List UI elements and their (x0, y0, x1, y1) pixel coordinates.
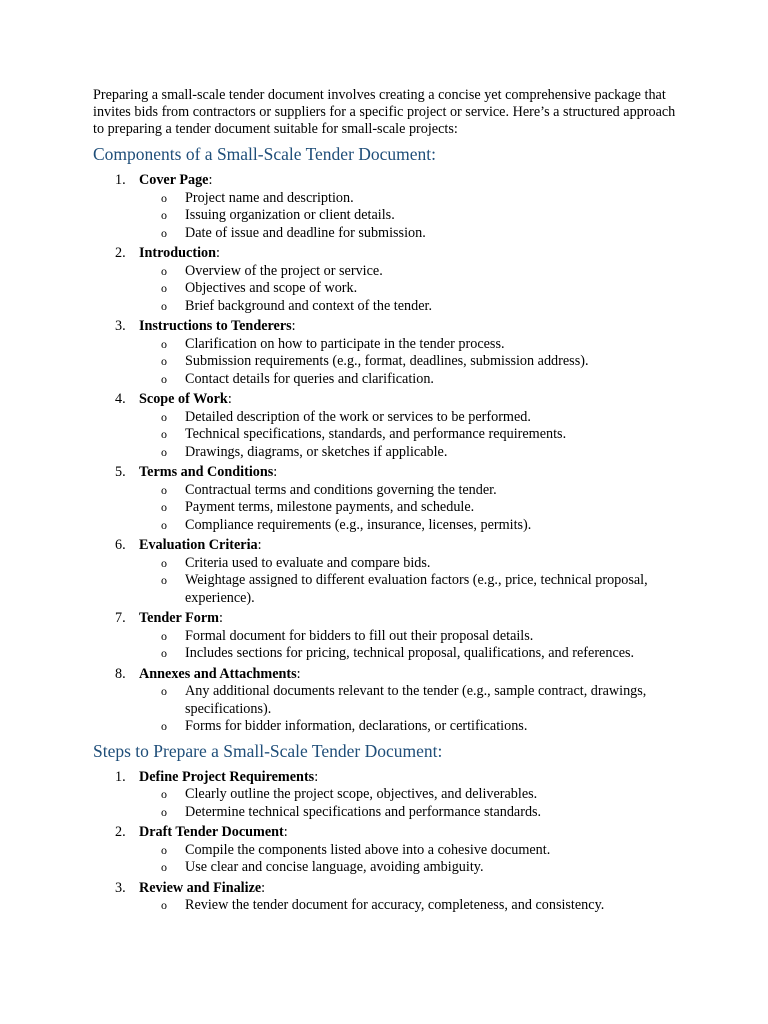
circle-bullet-icon: o (161, 354, 167, 368)
circle-bullet-icon: o (161, 555, 167, 570)
sub-list-item (139, 190, 683, 208)
item-colon: : (227, 391, 232, 407)
circle-bullet-icon: o (161, 898, 167, 912)
sub-item-text: Clearly outline the project scope, objectives, and deliverables. (185, 786, 538, 802)
circle-bullet-icon: o (161, 842, 167, 857)
sub-item-text: Contact details for queries and clarification. (185, 370, 434, 387)
components-heading: Components of a Small-Scale Tender Document: (93, 144, 437, 164)
list-item (93, 464, 683, 534)
item-title: Review and Finalize (139, 879, 262, 896)
item-colon: : (257, 537, 262, 553)
sub-list-item (139, 859, 683, 877)
components-list (93, 172, 683, 736)
list-item (93, 318, 683, 388)
intro-paragraph: Preparing a small-scale tender document involves creating a concise yet comprehensive package that invites bids from contractors or suppliers for a specific project or service. Here’s a structured approach to preparing a tender document suitable for small-scale projects: (93, 87, 676, 137)
sub-list-item (139, 572, 683, 607)
sub-item-text: Contractual terms and conditions governing the tender. (185, 481, 497, 498)
sub-item-text: Any additional documents relevant to the tender (e.g., sample contract, drawings, specifications). (185, 683, 647, 717)
circle-bullet-icon: o (161, 628, 167, 643)
item-number: 3. (115, 318, 126, 334)
circle-bullet-icon: o (161, 208, 167, 222)
sub-item-text: Use clear and concise language, avoiding ambiguity. (185, 859, 484, 875)
sub-list-item (139, 517, 683, 535)
item-colon: : (291, 318, 296, 334)
sub-item-text: Drawings, diagrams, or sketches if applicable. (185, 443, 448, 460)
circle-bullet-icon: o (161, 190, 167, 205)
circle-bullet-icon: o (161, 371, 167, 386)
sub-item-text: Detailed description of the work or services to be performed. (185, 408, 531, 425)
sub-item-text: Criteria used to evaluate and compare bids. (185, 554, 431, 571)
sub-list-item (139, 336, 683, 354)
list-item (93, 666, 683, 736)
circle-bullet-icon: o (161, 787, 167, 801)
item-colon: : (208, 172, 213, 188)
list-item (93, 391, 683, 461)
sub-list (139, 628, 683, 663)
sub-list (139, 409, 683, 462)
circle-bullet-icon: o (161, 444, 167, 459)
sub-list-item (139, 683, 683, 718)
sub-list (139, 897, 683, 915)
sub-item-text: Determine technical specifications and performance standards. (185, 803, 542, 820)
circle-bullet-icon: o (161, 573, 167, 587)
circle-bullet-icon: o (161, 298, 167, 313)
item-colon: : (314, 768, 319, 785)
item-title: Evaluation Criteria (139, 537, 258, 553)
item-number: 1. (115, 172, 126, 188)
sub-list-item (139, 371, 683, 389)
circle-bullet-icon: o (161, 427, 167, 441)
circle-bullet-icon: o (161, 482, 167, 497)
item-number: 1. (115, 768, 126, 785)
item-number: 2. (115, 245, 126, 261)
circle-bullet-icon: o (161, 517, 167, 532)
sub-list-item (139, 628, 683, 646)
sub-list-item (139, 353, 683, 371)
sub-list-item (139, 555, 683, 573)
item-title: Introduction (139, 245, 216, 261)
sub-list-item (139, 409, 683, 427)
sub-item-text: Formal document for bidders to fill out their proposal details. (185, 627, 534, 644)
circle-bullet-icon: o (161, 281, 167, 295)
steps-list (93, 769, 683, 915)
sub-item-text: Date of issue and deadline for submission. (185, 224, 426, 241)
sub-list (139, 336, 683, 389)
item-title: Annexes and Attachments (139, 665, 297, 682)
item-colon: : (273, 464, 278, 480)
sub-list-item (139, 426, 683, 444)
sub-list (139, 683, 683, 736)
sub-list (139, 786, 683, 821)
sub-item-text: Forms for bidder information, declarations, or certifications. (185, 718, 528, 734)
item-colon: : (219, 610, 223, 626)
sub-item-text: Clarification on how to participate in the tender process. (185, 335, 505, 352)
circle-bullet-icon: o (161, 225, 167, 240)
list-item (93, 610, 683, 663)
circle-bullet-icon: o (161, 500, 167, 514)
sub-item-text: Payment terms, milestone payments, and schedule. (185, 499, 475, 515)
circle-bullet-icon: o (161, 336, 167, 351)
sub-list-item (139, 280, 683, 298)
list-item (93, 172, 683, 242)
sub-list-item (139, 499, 683, 517)
list-item (93, 824, 683, 877)
circle-bullet-icon: o (161, 684, 167, 698)
item-title: Draft Tender Document (139, 824, 284, 840)
sub-list (139, 190, 683, 243)
sub-list-item (139, 842, 683, 860)
list-item (93, 537, 683, 607)
circle-bullet-icon: o (161, 409, 167, 424)
circle-bullet-icon: o (161, 646, 167, 660)
item-colon: : (216, 245, 220, 261)
steps-heading: Steps to Prepare a Small-Scale Tender Document: (93, 740, 443, 761)
item-title: Cover Page (139, 172, 209, 188)
item-title: Define Project Requirements (139, 768, 315, 785)
item-number: 4. (115, 391, 126, 407)
item-title: Scope of Work (139, 391, 228, 407)
item-colon: : (283, 824, 288, 840)
item-title: Terms and Conditions (139, 464, 274, 480)
sub-list (139, 482, 683, 535)
item-number: 8. (115, 665, 126, 682)
item-colon: : (296, 665, 301, 682)
sub-item-text: Objectives and scope of work. (185, 280, 358, 296)
sub-item-text: Issuing organization or client details. (185, 207, 395, 223)
sub-list-item (139, 804, 683, 822)
sub-list-item (139, 897, 683, 915)
sub-list-item (139, 645, 683, 663)
sub-item-text: Submission requirements (e.g., format, deadlines, submission address). (185, 353, 589, 369)
sub-list (139, 263, 683, 316)
item-number: 7. (115, 610, 126, 626)
list-item (93, 245, 683, 315)
list-item (93, 880, 683, 915)
sub-list-item (139, 786, 683, 804)
item-number: 3. (115, 879, 126, 896)
item-colon: : (261, 879, 266, 896)
item-number: 5. (115, 464, 126, 480)
circle-bullet-icon: o (161, 860, 167, 874)
sub-list-item (139, 298, 683, 316)
sub-list (139, 842, 683, 877)
sub-list-item (139, 225, 683, 243)
sub-item-text: Compile the components listed above into a cohesive document. (185, 841, 551, 858)
sub-item-text: Review the tender document for accuracy, completeness, and consistency. (185, 897, 605, 913)
list-item (93, 769, 683, 822)
sub-item-text: Overview of the project or service. (185, 262, 383, 279)
item-number: 6. (115, 537, 126, 553)
circle-bullet-icon: o (161, 263, 167, 278)
sub-item-text: Technical specifications, standards, and performance requirements. (185, 426, 567, 442)
sub-item-text: Brief background and context of the tender. (185, 297, 433, 314)
sub-list-item (139, 263, 683, 281)
sub-item-text: Weightage assigned to different evaluation factors (e.g., price, technical proposal, experience). (185, 572, 648, 606)
sub-item-text: Compliance requirements (e.g., insurance, licenses, permits). (185, 516, 532, 533)
sub-item-text: Project name and description. (185, 189, 354, 206)
sub-list-item (139, 482, 683, 500)
document-body (93, 87, 683, 919)
item-title: Tender Form (139, 610, 219, 626)
sub-item-text: Includes sections for pricing, technical proposal, qualifications, and references. (185, 645, 635, 661)
sub-list (139, 555, 683, 608)
sub-list-item (139, 444, 683, 462)
sub-list-item (139, 718, 683, 736)
item-number: 2. (115, 824, 126, 840)
circle-bullet-icon: o (161, 719, 167, 733)
circle-bullet-icon: o (161, 804, 167, 819)
item-title: Instructions to Tenderers (139, 318, 292, 334)
sub-list-item (139, 207, 683, 225)
